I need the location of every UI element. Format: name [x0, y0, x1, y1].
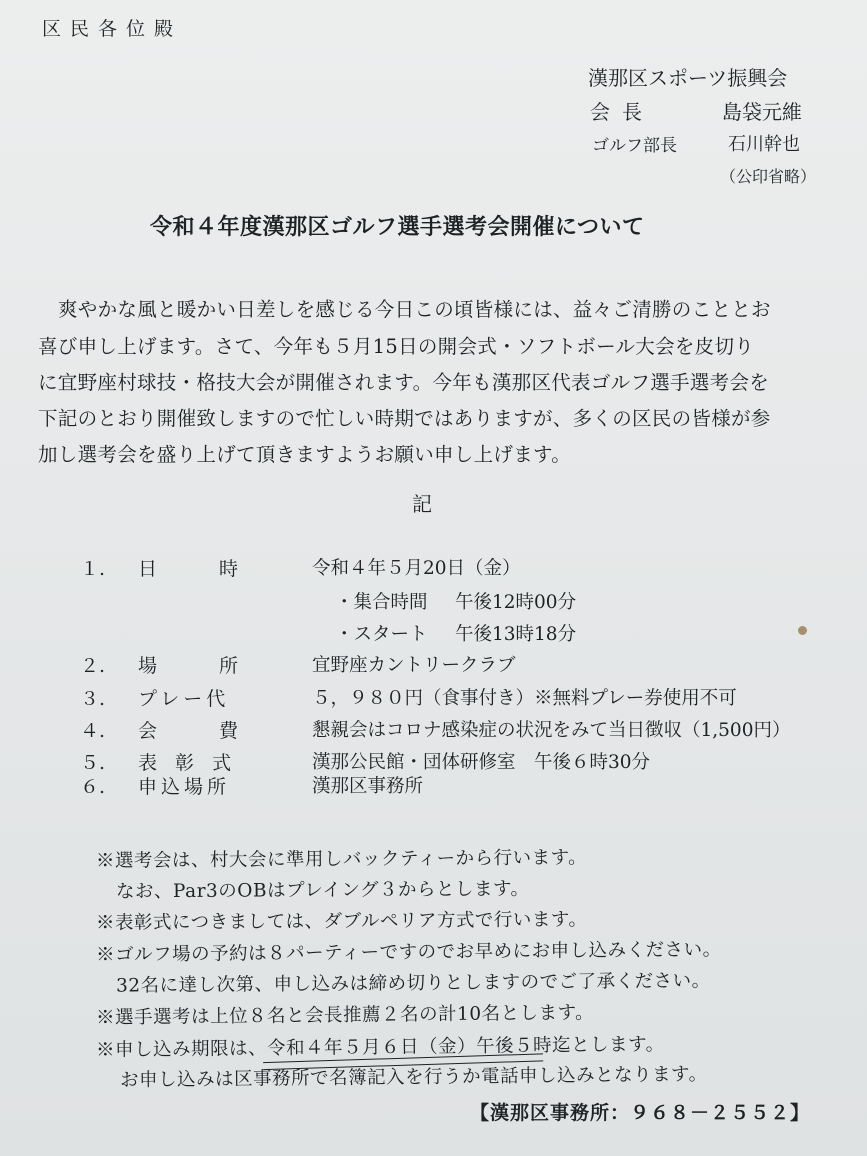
contact-info: 【漢那区事務所：９６８－２５５２】	[470, 1102, 811, 1124]
note-line: ※表彰式につきましては、ダブルペリア方式で行います。	[95, 909, 588, 934]
item-value-place: 宜野座カントリークラブ	[312, 655, 516, 676]
item-label-fee: プレー代	[138, 688, 230, 710]
item-label-application: 申込場所	[138, 776, 231, 798]
deadline-date-text: 令和４年５月６日（金）午後５時迄	[266, 1035, 572, 1060]
item-value-date: 令和４年５月20日（金）	[312, 558, 521, 579]
schedule-gather-time: 午後12時00分	[455, 592, 577, 613]
schedule-start-label: ・スタート	[335, 624, 428, 645]
item-number: ５.	[80, 752, 106, 774]
item-label-place: 場 所	[138, 655, 247, 677]
item-value-application: 漢那区事務所	[312, 776, 424, 797]
schedule-start-time: 午後13時18分	[455, 624, 577, 645]
body-line: 下記のとおり開催致しますので忙しい時期ではありますが、多くの区民の皆様が参	[38, 407, 771, 430]
body-line: 喜び申し上げます。さて、今年も５月15日の開会式・ソフトボール大会を皮切り	[38, 335, 755, 358]
schedule-gather-label: ・集合時間	[335, 592, 428, 613]
president-name: 島袋元維	[722, 100, 802, 124]
document-title: 令和４年度漢那区ゴルフ選手選考会開催について	[150, 214, 645, 240]
item-value-membership: 懇親会はコロナ感染症の状況をみて当日徴収（1,500円）	[312, 720, 791, 741]
item-number: １.	[80, 558, 106, 580]
note-line: ※選手選考は上位８名と会長推薦２名の計10名とします。	[95, 1002, 595, 1029]
president-role: 会長	[590, 100, 654, 124]
note-line: ※選考会は、村大会に準用しバックティーから行います。	[95, 847, 588, 872]
item-number: ２.	[80, 655, 106, 677]
golf-head-role: ゴルフ部長	[592, 136, 677, 156]
body-line: に宜野座村球技・格技大会が開催されます。今年も漢那区代表ゴルフ選手選考会を	[38, 371, 770, 394]
item-number: ６.	[80, 776, 106, 798]
ki-heading: 記	[412, 492, 432, 516]
addressee: 区民各位殿	[42, 18, 183, 40]
application-method: お申し込みは区事務所で名簿記入を行うか電話申し込みとなります。	[119, 1063, 708, 1092]
item-value-ceremony: 漢那公民館・団体研修室 午後６時30分	[312, 752, 651, 773]
sender-organization: 漢那区スポーツ振興会	[588, 66, 788, 90]
note-line: 32名に達し次第、申し込みは締め切りとしますのでご了承ください。	[115, 970, 711, 997]
deadline-prefix: ※申し込み期限は、	[95, 1038, 268, 1061]
body-line: 加し選考会を盛り上げて頂きますようお願い申し上げます。	[38, 443, 572, 466]
deadline-line	[96, 1030, 665, 1062]
item-value-fee: ５，９８０円（食事付き）※無料プレー券使用不可	[312, 688, 737, 709]
golf-head-name: 石川幹也	[728, 134, 800, 155]
note-line: なお、Par3のOBはプレイング３からとします。	[115, 878, 530, 903]
seal-omitted-note: （公印省略）	[720, 167, 817, 186]
paper-stain	[798, 626, 807, 635]
item-label-ceremony: 表 彰 式	[138, 752, 238, 774]
item-number: ３.	[80, 688, 106, 710]
deadline-date	[267, 1031, 571, 1060]
item-label-membership: 会 費	[138, 720, 247, 742]
item-label-date: 日 時	[138, 558, 247, 580]
body-line: 爽やかな風と暖かい日差しを感じる今日この頃皆様には、益々ご清勝のこととお	[58, 298, 771, 321]
deadline-suffix: とします。	[570, 1034, 665, 1057]
item-number: ４.	[80, 720, 106, 742]
note-line: ※ゴルフ場の予約は８パーティーですのでお早めにお申し込みください。	[95, 939, 722, 966]
